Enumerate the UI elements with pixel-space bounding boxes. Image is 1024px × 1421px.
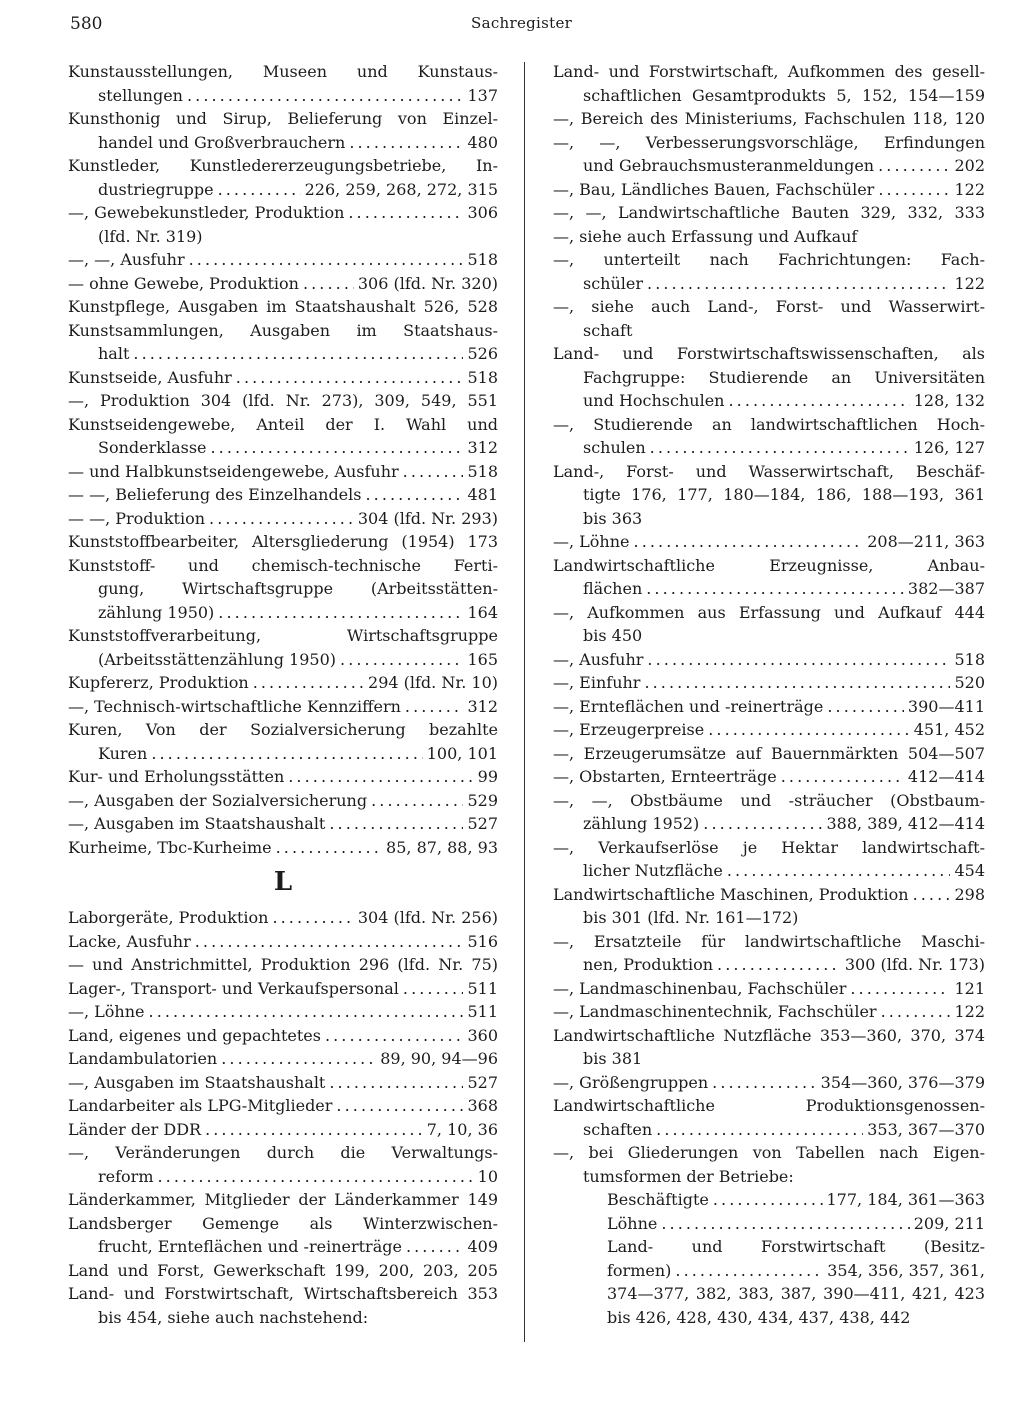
index-entry-line: [553, 977, 985, 1001]
index-entry-line: —, siehe auch Land-, Forst- und Wasserwirt-: [553, 297, 985, 316]
index-entry-line: [68, 483, 498, 507]
index-entry-line: [68, 789, 498, 813]
dot-leader: [303, 272, 354, 296]
index-entry-line: [68, 342, 498, 366]
page-references: 480: [467, 132, 498, 152]
entry-text: formen): [607, 1260, 672, 1280]
page-references: 306 (lfd. Nr. 320): [357, 273, 498, 293]
entry-text: reform: [98, 1166, 154, 1186]
page-references: 368: [467, 1096, 498, 1115]
running-title: Sachregister: [471, 14, 573, 32]
index-entry-line: [68, 1165, 498, 1189]
index-entry-line: Landwirtschaftliche Produktionsgenossen-: [553, 1096, 985, 1115]
entry-text: Land, eigenes und gepachtetes: [68, 1025, 321, 1045]
index-entry-line: —, Verkaufserlöse je Hektar landwirtschaft-: [553, 837, 985, 857]
page-references: 409: [467, 1237, 498, 1256]
column-divider: [524, 62, 525, 1342]
index-entry-line: [68, 742, 498, 766]
dot-leader: [371, 789, 463, 813]
index-entry-line: Land- und Forstwirtschaft (Besitz-: [607, 1237, 985, 1256]
index-entry-line: Land-, Forst- und Wasserwirtschaft, Beschäf-: [553, 461, 985, 481]
entry-text: halt: [98, 344, 130, 363]
dot-leader: [712, 1071, 817, 1095]
page-references: 354—360, 376—379: [820, 1072, 985, 1092]
index-entry-line: (lfd. Nr. 319): [98, 226, 203, 246]
index-entry-line: [553, 178, 985, 202]
page-references: 312: [467, 438, 498, 457]
entry-text: —, Löhne: [68, 1002, 145, 1021]
dot-leader: [151, 742, 422, 766]
index-entry-line: [553, 718, 985, 742]
index-entry-line: bis 450: [583, 626, 643, 645]
entry-text: flächen: [583, 579, 643, 598]
index-entry-line: —, Ersatzteile für landwirtschaftliche Maschi-: [553, 931, 985, 951]
index-entry-line: [553, 1071, 985, 1095]
index-entry-line: [553, 1212, 985, 1236]
dot-leader: [850, 977, 950, 1001]
index-entry-line: [68, 765, 498, 789]
index-entry-line: [68, 201, 498, 225]
dot-leader: [403, 460, 464, 484]
page-references: 527: [467, 814, 498, 833]
index-entry-line: —, Veränderungen durch die Verwaltungs-: [68, 1143, 498, 1162]
dot-leader: [329, 812, 463, 836]
index-entry-line: Kunstseidengewebe, Anteil der I. Wahl und: [68, 414, 498, 434]
page-references: 451, 452: [913, 720, 985, 739]
page-references: 306: [467, 203, 498, 222]
dot-leader: [149, 1000, 464, 1024]
entry-text: Landambulatorien: [68, 1049, 218, 1068]
dot-leader: [288, 765, 473, 789]
entry-text: —, Ausgaben im Staatshaushalt: [68, 1072, 326, 1092]
entry-text: —, Ausgaben der Sozialversicherung: [68, 790, 368, 810]
page-references: 454: [954, 861, 985, 880]
index-entry-line: [553, 812, 985, 836]
dot-leader: [405, 695, 464, 719]
entry-text: —, Ausgaben im Staatshaushalt: [68, 814, 326, 833]
entry-text: —, Ausfuhr: [553, 649, 644, 669]
entry-text: zählung 1952): [583, 814, 700, 833]
page-references: 360: [467, 1025, 498, 1045]
dot-leader: [713, 1188, 823, 1212]
dot-leader: [205, 1118, 423, 1142]
index-entry-line: [553, 765, 985, 789]
dot-leader: [646, 577, 904, 601]
entry-text: schaften: [583, 1119, 653, 1139]
entry-text: Kupfererz, Produktion: [68, 673, 249, 692]
entry-text: Kunstseide, Ausfuhr: [68, 367, 232, 387]
page-references: 85, 87, 88, 93: [386, 837, 498, 857]
dot-leader: [218, 178, 301, 202]
index-entry-line: — und Anstrichmittel, Produktion 296 (lfd. Nr. 75): [68, 955, 498, 974]
dot-leader: [325, 1024, 464, 1048]
index-entry-line: Land- und Forstwirtschaftswissenschaften, als: [553, 344, 985, 363]
entry-text: —, Gewebekunstleder, Produktion: [68, 203, 345, 222]
entry-text: licher Nutzfläche: [583, 861, 723, 880]
entry-text: und Hochschulen: [583, 391, 725, 410]
index-entry-line: Kunststoffbearbeiter, Altersgliederung (1954) 173: [68, 532, 498, 551]
index-entry-line: Kuren, Von der Sozialversicherung bezahlte: [68, 720, 498, 739]
index-entry-line: gung, Wirtschaftsgruppe (Arbeitsstätten-: [98, 579, 498, 598]
dot-leader: [340, 648, 463, 672]
entry-text: —, Bau, Ländliches Bauen, Fachschüler: [553, 179, 875, 199]
index-entry-line: —, —, Verbesserungsvorschläge, Erfindungen: [553, 132, 985, 152]
entry-text: — —, Belieferung des Einzelhandels: [68, 485, 362, 504]
index-entry-line: [553, 389, 985, 413]
index-entry-line: Kunststoffverarbeitung, Wirtschaftsgruppe: [68, 626, 498, 645]
dot-leader: [211, 436, 464, 460]
index-entry-line: [553, 154, 985, 178]
index-entry-line: [68, 84, 498, 108]
dot-leader: [158, 1165, 474, 1189]
index-entry-line: 374—377, 382, 383, 387, 390—411, 421, 423: [607, 1284, 985, 1303]
entry-text: —, Erzeugerpreise: [553, 720, 705, 739]
entry-text: schüler: [583, 273, 644, 293]
index-entry-line: Kunststoff- und chemisch-technische Ferti-: [68, 555, 498, 575]
index-entry-line: [553, 859, 985, 883]
index-entry-line: bis 426, 428, 430, 434, 437, 438, 442: [607, 1307, 911, 1327]
page-references: 529: [467, 790, 498, 810]
index-entry-line: —, Studierende an landwirtschaftlichen Hoch-: [553, 414, 985, 434]
index-entry-line: Länderkammer, Mitglieder der Länderkammer 149: [68, 1190, 498, 1209]
index-entry-line: —, —, Landwirtschaftliche Bauten 329, 332, 333: [553, 203, 985, 222]
page-references: 390—411: [907, 696, 985, 716]
index-entry-line: [68, 977, 498, 1001]
page-references: 10: [477, 1166, 498, 1186]
page-references: 527: [467, 1072, 498, 1092]
index-entry-line: [68, 272, 498, 296]
index-entry-line: [68, 131, 498, 155]
page-number: 580: [70, 14, 103, 34]
entry-text: zählung 1950): [98, 602, 215, 622]
index-entry-line: tigte 176, 177, 180—184, 186, 188—193, 361: [583, 485, 985, 504]
entry-text: Lager-, Transport- und Verkaufspersonal: [68, 978, 399, 998]
page-references: 518: [467, 461, 498, 481]
dot-leader: [329, 1071, 463, 1095]
entry-text: Landwirtschaftliche Maschinen, Produktion: [553, 884, 909, 904]
index-entry-line: bis 381: [583, 1049, 643, 1068]
index-entry-line: —, siehe auch Erfassung und Aufkauf: [553, 226, 858, 246]
dot-leader: [656, 1118, 863, 1142]
entry-text: —, Technisch-wirtschaftliche Kennziffern: [68, 696, 401, 716]
dot-leader: [708, 718, 910, 742]
page-references: 520: [954, 673, 985, 692]
index-entry-line: —, —, Obstbäume und -sträucher (Obstbaum-: [553, 790, 985, 810]
dot-leader: [253, 671, 364, 695]
entry-text: Lacke, Ausfuhr: [68, 931, 191, 951]
page-references: 121: [954, 978, 985, 998]
entry-text: —, Löhne: [553, 532, 630, 551]
entry-text: Sonderklasse: [98, 438, 207, 457]
dot-leader: [727, 859, 951, 883]
dot-leader: [236, 366, 464, 390]
entry-text: Kuren: [98, 743, 148, 763]
entry-text: —, Größengruppen: [553, 1072, 709, 1092]
page-references: 126, 127: [913, 438, 985, 457]
index-column-right: [553, 60, 985, 1329]
dot-leader: [647, 272, 950, 296]
entry-text: —, Obstarten, Ernteerträge: [553, 767, 777, 786]
index-entry-line: [553, 953, 985, 977]
index-entry-line: Kunstsammlungen, Ausgaben im Staatshaus-: [68, 320, 498, 340]
index-entry-line: Kunsthonig und Sirup, Belieferung von Einzel-: [68, 109, 498, 128]
dot-leader: [781, 765, 904, 789]
dot-leader: [406, 1235, 464, 1259]
page-references: 99: [477, 767, 498, 786]
index-entry-line: —, Bereich des Ministeriums, Fachschulen 118, 120: [553, 109, 985, 128]
page-references: 518: [954, 649, 985, 669]
page-references: 208—211, 363: [867, 532, 985, 551]
dot-leader: [827, 695, 904, 719]
index-entry-line: [68, 507, 498, 531]
page-references: 518: [467, 367, 498, 387]
index-entry-line: Landwirtschaftliche Erzeugnisse, Anbau-: [553, 555, 985, 575]
index-entry-line: —, Produktion 304 (lfd. Nr. 273), 309, 549, 551: [68, 391, 498, 410]
dot-leader: [634, 530, 864, 554]
index-entry-line: Fachgruppe: Studierende an Universitäten: [583, 367, 985, 387]
page-references: 7, 10, 36: [426, 1119, 498, 1139]
index-entry-line: [553, 1118, 985, 1142]
index-entry-line: [68, 178, 498, 202]
entry-text: frucht, Ernteflächen und -reinerträge: [98, 1237, 402, 1256]
page-references: 518: [467, 250, 498, 269]
index-entry-line: [68, 1024, 498, 1048]
index-entry-line: [553, 577, 985, 601]
page-references: 122: [954, 1002, 985, 1021]
dot-leader: [195, 930, 464, 954]
index-entry-line: —, unterteilt nach Fachrichtungen: Fach-: [553, 250, 985, 269]
page-references: 481: [467, 485, 498, 504]
entry-text: —, Landmaschinenbau, Fachschüler: [553, 978, 847, 998]
page-references: 128, 132: [913, 391, 985, 410]
dot-leader: [189, 248, 464, 272]
dot-leader: [647, 648, 950, 672]
page-references: 298: [954, 884, 985, 904]
index-entry-line: —, Aufkommen aus Erfassung und Aufkauf 444: [553, 602, 985, 622]
dot-leader: [276, 836, 382, 860]
dot-leader: [133, 342, 463, 366]
index-entry-line: schaft: [583, 320, 633, 340]
entry-text: Kur- und Erholungsstätten: [68, 767, 285, 786]
page-references: 122: [954, 179, 985, 199]
page-references: 353, 367—370: [867, 1119, 985, 1139]
index-entry-line: [553, 648, 985, 672]
index-entry-line: [68, 906, 498, 930]
dot-leader: [336, 1094, 463, 1118]
dot-leader: [661, 1212, 909, 1236]
dot-leader: [644, 671, 950, 695]
page-references: 100, 101: [426, 743, 498, 763]
page-references: 516: [467, 931, 498, 951]
index-entry-line: Kunstleder, Kunstledererzeugungsbetriebe, In-: [68, 156, 498, 175]
dot-leader: [349, 131, 463, 155]
dot-leader: [878, 154, 950, 178]
page-references: 89, 90, 94—96: [380, 1049, 498, 1068]
index-entry-line: [68, 671, 498, 695]
entry-text: Löhne: [607, 1213, 658, 1233]
dot-leader: [187, 84, 463, 108]
index-entry-line: [553, 272, 985, 296]
section-letter: L: [273, 867, 293, 897]
page-references: 226, 259, 268, 272, 315: [304, 179, 498, 199]
index-entry-line: [553, 1259, 985, 1283]
index-entry-line: bis 301 (lfd. Nr. 161—172): [583, 908, 799, 927]
page-references: 122: [954, 273, 985, 293]
page-references: 511: [467, 978, 498, 998]
entry-text: Beschäftigte: [607, 1190, 709, 1209]
dot-leader: [348, 201, 463, 225]
dot-leader: [675, 1259, 823, 1283]
dot-leader: [878, 178, 950, 202]
dot-leader: [913, 883, 951, 907]
index-entry-line: [68, 1235, 498, 1259]
index-entry-line: Kunstausstellungen, Museen und Kunstaus-: [68, 62, 498, 81]
entry-text: dustriegruppe: [98, 179, 214, 199]
entry-text: nen, Produktion: [583, 955, 714, 974]
index-entry-line: [553, 1188, 985, 1212]
entry-text: schulen: [583, 438, 646, 457]
index-column-left: [68, 60, 498, 1329]
page-references: 354, 356, 357, 361,: [827, 1260, 985, 1280]
page-references: 388, 389, 412—414: [826, 814, 985, 833]
index-entry-line: [68, 366, 498, 390]
index-entry-line: [68, 1000, 498, 1024]
index-entry-line: Kunstpflege, Ausgaben im Staatshaushalt 526, 528: [68, 297, 498, 316]
index-entry-line: Landsberger Gemenge als Winterzwischen-: [68, 1213, 498, 1233]
index-entry-line: [68, 648, 498, 672]
index-entry-line: [68, 695, 498, 719]
index-entry-line: [68, 836, 498, 860]
index-entry-line: Land- und Forstwirtschaft, Wirtschaftsbereich 353: [68, 1284, 498, 1303]
index-entry-line: [68, 812, 498, 836]
entry-text: —, Ernteflächen und -reinerträge: [553, 696, 824, 716]
page-references: 304 (lfd. Nr. 293): [357, 508, 498, 528]
dot-leader: [703, 812, 822, 836]
dot-leader: [717, 953, 841, 977]
entry-text: und Gebrauchsmusteranmeldungen: [583, 156, 875, 175]
entry-text: — ohne Gewebe, Produktion: [68, 273, 299, 293]
page-references: 202: [954, 156, 985, 175]
index-entry-line: [68, 460, 498, 484]
entry-text: — und Halbkunstseidengewebe, Ausfuhr: [68, 461, 399, 481]
index-entry-line: [553, 1000, 985, 1024]
dot-leader: [218, 601, 463, 625]
index-entry-line: tumsformen der Betriebe:: [583, 1166, 794, 1186]
index-entry-line: [68, 436, 498, 460]
page-references: 382—387: [907, 579, 985, 598]
page-references: 412—414: [907, 767, 985, 786]
index-entry-line: —, bei Gliederungen von Tabellen nach Eigen-: [553, 1143, 985, 1162]
index-entry-line: —, Erzeugerumsätze auf Bauernmärkten 504—507: [553, 743, 985, 763]
index-entry-line: schaftlichen Gesamtprodukts 5, 152, 154—159: [583, 85, 985, 105]
page-references: 526: [467, 344, 498, 363]
page-references: 165: [467, 649, 498, 669]
page-references: 209, 211: [913, 1213, 985, 1233]
entry-text: stellungen: [98, 85, 183, 105]
dot-leader: [365, 483, 463, 507]
entry-text: Kurheime, Tbc-Kurheime: [68, 837, 272, 857]
entry-text: handel und Großverbrauchern: [98, 132, 346, 152]
index-entry-line: [68, 248, 498, 272]
index-entry-line: Land und Forst, Gewerkschaft 199, 200, 203, 205: [68, 1260, 498, 1280]
dot-leader: [221, 1047, 376, 1071]
index-entry-line: [68, 1047, 498, 1071]
index-entry-line: [553, 671, 985, 695]
entry-text: Länder der DDR: [68, 1119, 202, 1139]
index-entry-line: [68, 930, 498, 954]
page-references: 300 (lfd. Nr. 173): [844, 955, 985, 974]
index-entry-line: [553, 695, 985, 719]
page-references: 294 (lfd. Nr. 10): [368, 673, 498, 692]
entry-text: — —, Produktion: [68, 508, 206, 528]
index-entry-line: [68, 1094, 498, 1118]
dot-leader: [272, 906, 353, 930]
index-entry-line: Landwirtschaftliche Nutzfläche 353—360, 370, 374: [553, 1025, 985, 1045]
index-entry-line: Land- und Forstwirtschaft, Aufkommen des gesell-: [553, 62, 985, 81]
index-entry-line: [553, 436, 985, 460]
page-references: 164: [467, 602, 498, 622]
dot-leader: [650, 436, 910, 460]
page-references: 304 (lfd. Nr. 256): [357, 908, 498, 927]
page-references: 312: [467, 696, 498, 716]
index-entry-line: [68, 1118, 498, 1142]
dot-leader: [881, 1000, 951, 1024]
index-entry-line: bis 454, siehe auch nachstehend:: [98, 1307, 369, 1327]
entry-text: —, Einfuhr: [553, 673, 641, 692]
dot-leader: [403, 977, 464, 1001]
dot-leader: [728, 389, 909, 413]
page-references: 511: [467, 1002, 498, 1021]
page-references: 137: [467, 85, 498, 105]
entry-text: (Arbeitsstättenzählung 1950): [98, 649, 337, 669]
entry-text: Landarbeiter als LPG-Mitglieder: [68, 1096, 333, 1115]
entry-text: Laborgeräte, Produktion: [68, 908, 269, 927]
index-entry-line: [553, 883, 985, 907]
index-entry-line: [68, 1071, 498, 1095]
index-entry-line: [68, 601, 498, 625]
entry-text: —, —, Ausfuhr: [68, 250, 185, 269]
page-references: 177, 184, 361—363: [826, 1190, 985, 1209]
entry-text: —, Landmaschinentechnik, Fachschüler: [553, 1002, 877, 1021]
dot-leader: [209, 507, 354, 531]
index-entry-line: [553, 530, 985, 554]
index-entry-line: bis 363: [583, 508, 643, 528]
